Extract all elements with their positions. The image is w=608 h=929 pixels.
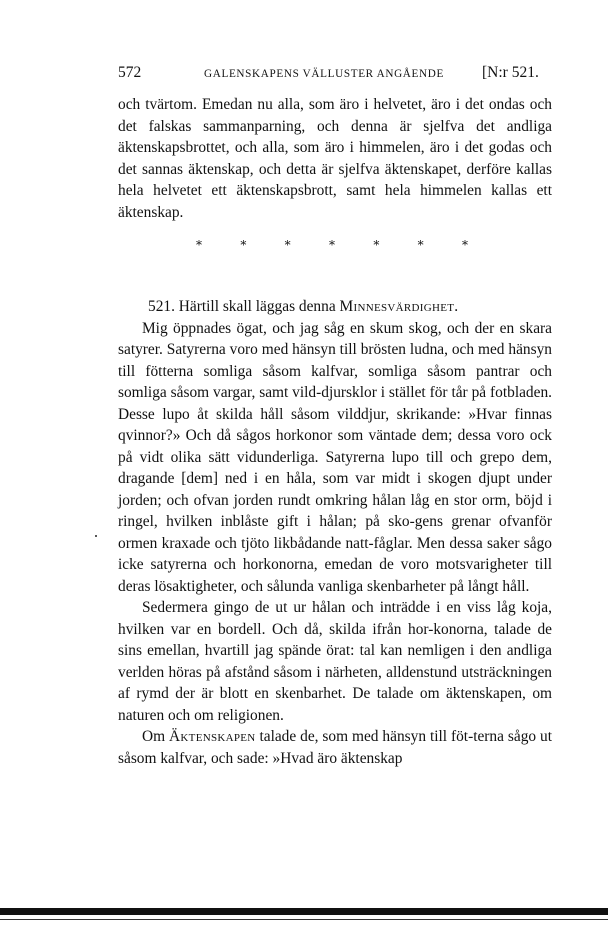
asterisk-3: * — [284, 238, 291, 252]
section-separator — [196, 238, 468, 252]
scan-speck — [95, 535, 97, 537]
asterisk-5: * — [373, 238, 380, 252]
section-number: 521. — [148, 298, 175, 315]
paragraph-bordell: Sedermera gingo de ut ur hålan och inträdde i en viss låg koja, hvilken var en bordell. Och då, skilda ifrån hor-konorna, talade de sins emellan, hvartill jag spände örat: tal kan nemligen i den andliga verlden höras på afstånd såsom i närheten, alldenstund utsträckningen af rymd der är blott en skenbarhet. De talade om äktenskapen, om naturen och om religionen. — [118, 599, 552, 724]
section-lead: Härtill skall läggas denna — [178, 298, 336, 315]
asterisk-1: * — [196, 238, 202, 252]
asterisk-2: * — [240, 238, 247, 252]
paragraph-satyrs: Mig öppnades ögat, och jag såg en skum skog, och der en skara satyrer. Satyrerna voro med hänsyn till brösten ludna, och med hänsyn till fötterna somliga såsom kalfvar, somliga såsom pantrar och somliga såsom vargar, samt vild-djursklor i stället för tår på fotbladen. Desse lupo åt skilda håll såsom vilddjur, skrikande: »Hvar finnas qvinnor?» Och då sågos horkonor som väntade dem; dessa voro ock på vidt olika sätt vidunderliga. Satyrerna lupo till och grepo dem, dragande [dem] ned i en håla, som var midt i skogen djupt under jorden; och ofvan jorden rundt omkring hålan låg en stor orm, böjd i ringel, hvilken inblåste gift i hålan; på sko-gens grenar ofvanför ormen kraxade och tjöto likbådande natt-fåglar. Men dessa saker sågo icke satyrerna och horkonorna, emedan de voro motsvarigheter till deras lösaktigheter, och sålunda vanliga skenbarheter på långt håll. — [118, 319, 552, 595]
asterisk-6: * — [417, 238, 424, 252]
section-heading-term: Minnesvärdighet. — [339, 298, 459, 315]
asterisk-4: * — [328, 238, 335, 252]
section-reference: [N:r 521. — [482, 64, 539, 81]
paragraph-term: Äktenskapen — [169, 728, 256, 745]
section-heading — [118, 296, 552, 318]
paragraph-continued: och tvärtom. Emedan nu alla, som äro i helvetet, äro i det ondas och det falskas sammanparning, och denna är sjelfva det andliga äktenskapsbrottet, och alla, som äro i himmelen, äro i det godas och det sannas äktenskap, och detta är sjelfva äktenskapet, derföre kallas hela helvetet ett äktenskapsbrott, samt hela himmelen kallas ett äktenskap. — [118, 96, 552, 221]
paragraph-lead: Om — [142, 728, 166, 745]
running-title: GALENSKAPENS VÄLLUSTER ANGÅENDE — [204, 68, 444, 80]
paragraph-marriage — [118, 726, 552, 769]
paragraph-rest: talade de, som med hänsyn till föt-terna sågo ut såsom kalfvar, och sade: »Hvad äro äktenskap — [118, 728, 552, 767]
asterisk-7: * — [461, 238, 468, 252]
section-521 — [118, 296, 552, 769]
running-head — [118, 64, 554, 88]
scan-edge-bar — [0, 908, 608, 915]
page-number: 572 — [118, 64, 142, 81]
continued-text — [118, 94, 552, 223]
scan-edge-line — [0, 919, 608, 920]
